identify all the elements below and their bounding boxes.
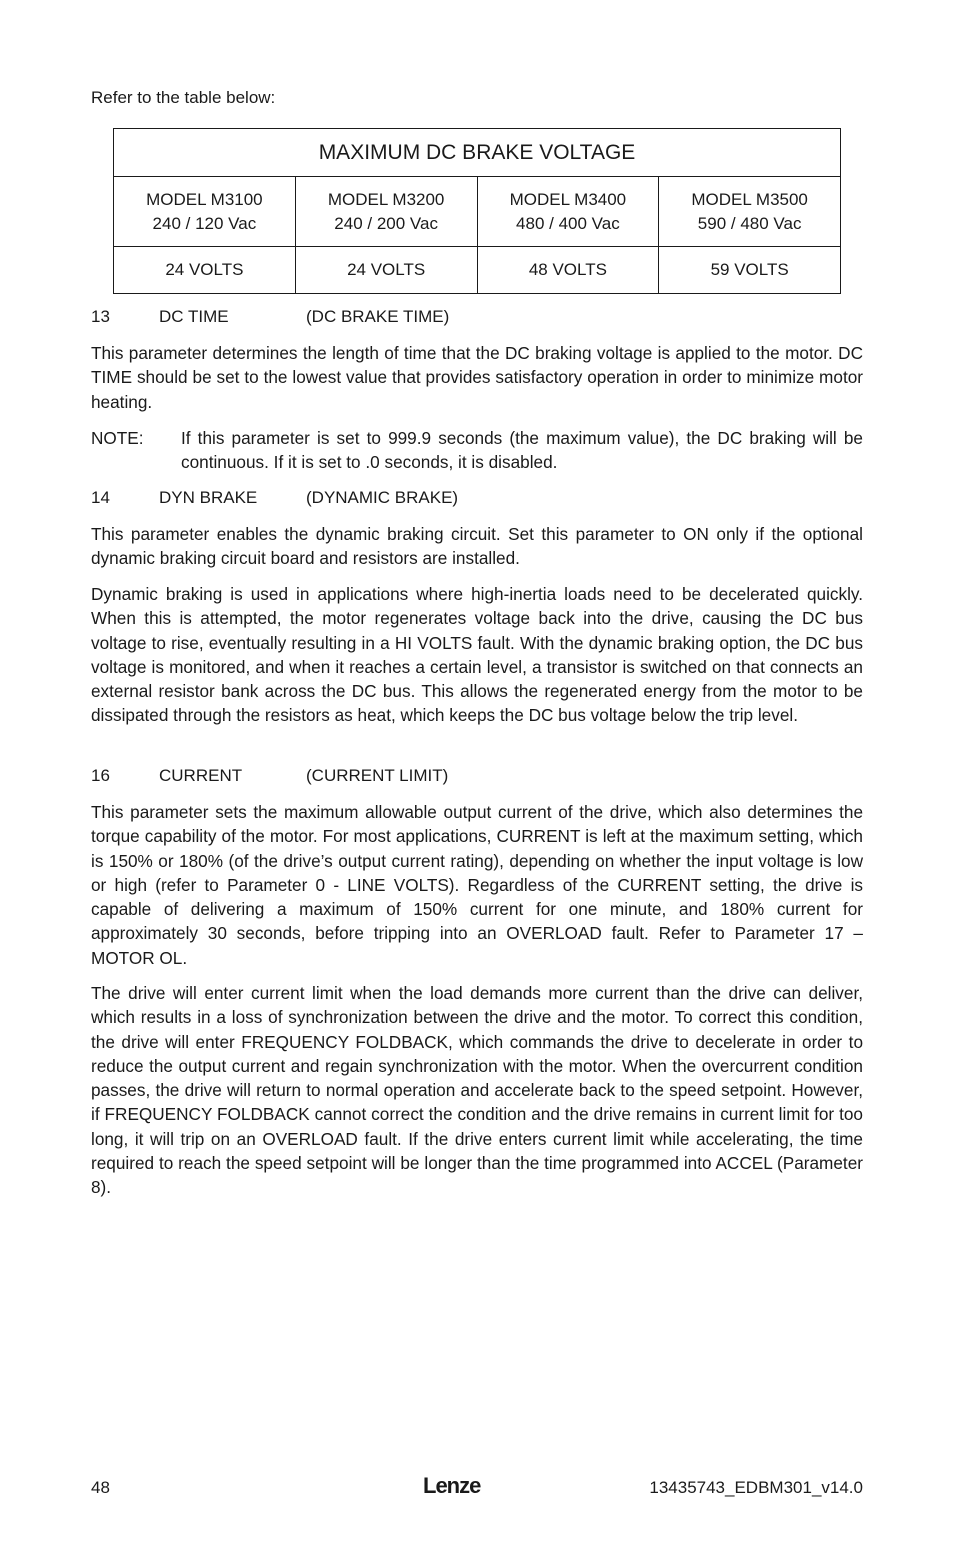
model-voltage: 480 / 400 Vac <box>516 213 620 233</box>
intro-text: Refer to the table below: <box>91 88 276 107</box>
param-13-heading <box>91 305 863 329</box>
document-id: 13435743_EDBM301_v14.0 <box>649 1478 863 1497</box>
param-16-body-1 <box>91 800 863 970</box>
brake-value-cell: 24 VOLTS <box>295 247 477 294</box>
param-number: 13 <box>91 307 110 326</box>
note-label: NOTE: <box>91 428 144 448</box>
brake-value-cell: 24 VOLTS <box>114 247 296 294</box>
table-title: MAXIMUM DC BRAKE VOLTAGE <box>114 129 841 177</box>
model-name: MODEL M3400 <box>509 189 627 209</box>
paragraph: The drive will enter current limit when the load demands more current than the drive can deliver, which results in a loss of synchronization between the drive and the motor. To correct this condition, the drive will enter FREQUENCY FOLDBACK, which commands the drive to decelerate in order to reduce the output current and regain synchronization with the motor. When the overcurrent condition passes, the drive will return to normal operation and accelerate back to the speed setpoint. However, if FREQUENCY FOLDBACK cannot correct the condition and the drive remains in current limit for too long, it will trip on an OVERLOAD fault. If the drive enters current limit while accelerating, the time required to reach the speed setpoint will be longer than the time programmed into ACCEL (Parameter 8). <box>91 983 863 1198</box>
model-cell <box>295 177 477 247</box>
model-voltage: 240 / 120 Vac <box>152 213 257 233</box>
param-description: (DYNAMIC BRAKE) <box>306 488 459 507</box>
param-16-heading <box>91 764 863 788</box>
param-13-body <box>91 341 863 414</box>
param-number: 16 <box>91 766 110 785</box>
param-13-note <box>91 426 863 475</box>
model-voltage: 590 / 480 Vac <box>697 213 802 233</box>
param-description: (CURRENT LIMIT) <box>306 766 449 785</box>
model-name: MODEL M3200 <box>327 189 445 209</box>
paragraph: This parameter determines the length of time that the DC braking voltage is applied to the motor. DC TIME should be set to the lowest value that provides satisfactory operation in order to minimize motor heating. <box>91 343 863 412</box>
note-text: If this parameter is set to 999.9 seconds (the maximum value), the DC braking will be continuous. If it is set to .0 seconds, it is disabled. <box>181 428 863 473</box>
param-14-body-2 <box>91 582 863 728</box>
param-14-heading <box>91 486 863 510</box>
model-name: MODEL M3100 <box>146 189 263 209</box>
param-16-body-2 <box>91 981 863 1200</box>
paragraph: This parameter sets the maximum allowable output current of the drive, which also determines the torque capability of the motor. For most applications, CURRENT is left at the maximum setting, which is 150% or 180% (of the drive’s output current rating), depending on whether the input voltage is low or high (refer to Parameter 0 - LINE VOLTS). Regardless of the CURRENT setting, the drive is capable of delivering a maximum of 150% current for one minute, and 180% current for approximately 30 seconds, before tripping into an OVERLOAD fault. Refer to Parameter 17 – MOTOR OL. <box>91 802 863 968</box>
param-name: DC TIME <box>159 307 229 326</box>
model-cell <box>659 177 841 247</box>
page-number: 48 <box>91 1478 110 1497</box>
paragraph: This parameter enables the dynamic braking circuit. Set this parameter to ON only if the optional dynamic braking circuit board and resistors are installed. <box>91 524 863 569</box>
param-number: 14 <box>91 488 110 507</box>
model-cell <box>477 177 659 247</box>
param-14-body-1 <box>91 522 863 571</box>
param-name: CURRENT <box>159 766 243 785</box>
model-voltage: 240 / 200 Vac <box>334 213 438 233</box>
model-name: MODEL M3500 <box>691 189 808 209</box>
brake-value-cell: 48 VOLTS <box>477 247 659 294</box>
brake-voltage-table <box>113 128 841 294</box>
lenze-logo: Lenze <box>423 1473 481 1498</box>
param-name: DYN BRAKE <box>159 488 258 507</box>
paragraph: Dynamic braking is used in applications where high-inertia loads need to be decelerated quickly. When this is attempted, the motor regenerates voltage back into the drive, causing the DC bus voltage to rise, eventually resulting in a HI VOLTS fault. With the dynamic braking option, the DC bus voltage is monitored, and when it reaches a certain level, a transistor is switched on that connects an external resistor bank across the DC bus. This allows the regenerated energy from the motor to be dissipated through the resistors as heat, which keeps the DC bus voltage below the trip level. <box>91 584 863 726</box>
model-cell <box>114 177 296 247</box>
brake-value-cell: 59 VOLTS <box>659 247 841 294</box>
param-description: (DC BRAKE TIME) <box>306 307 450 326</box>
